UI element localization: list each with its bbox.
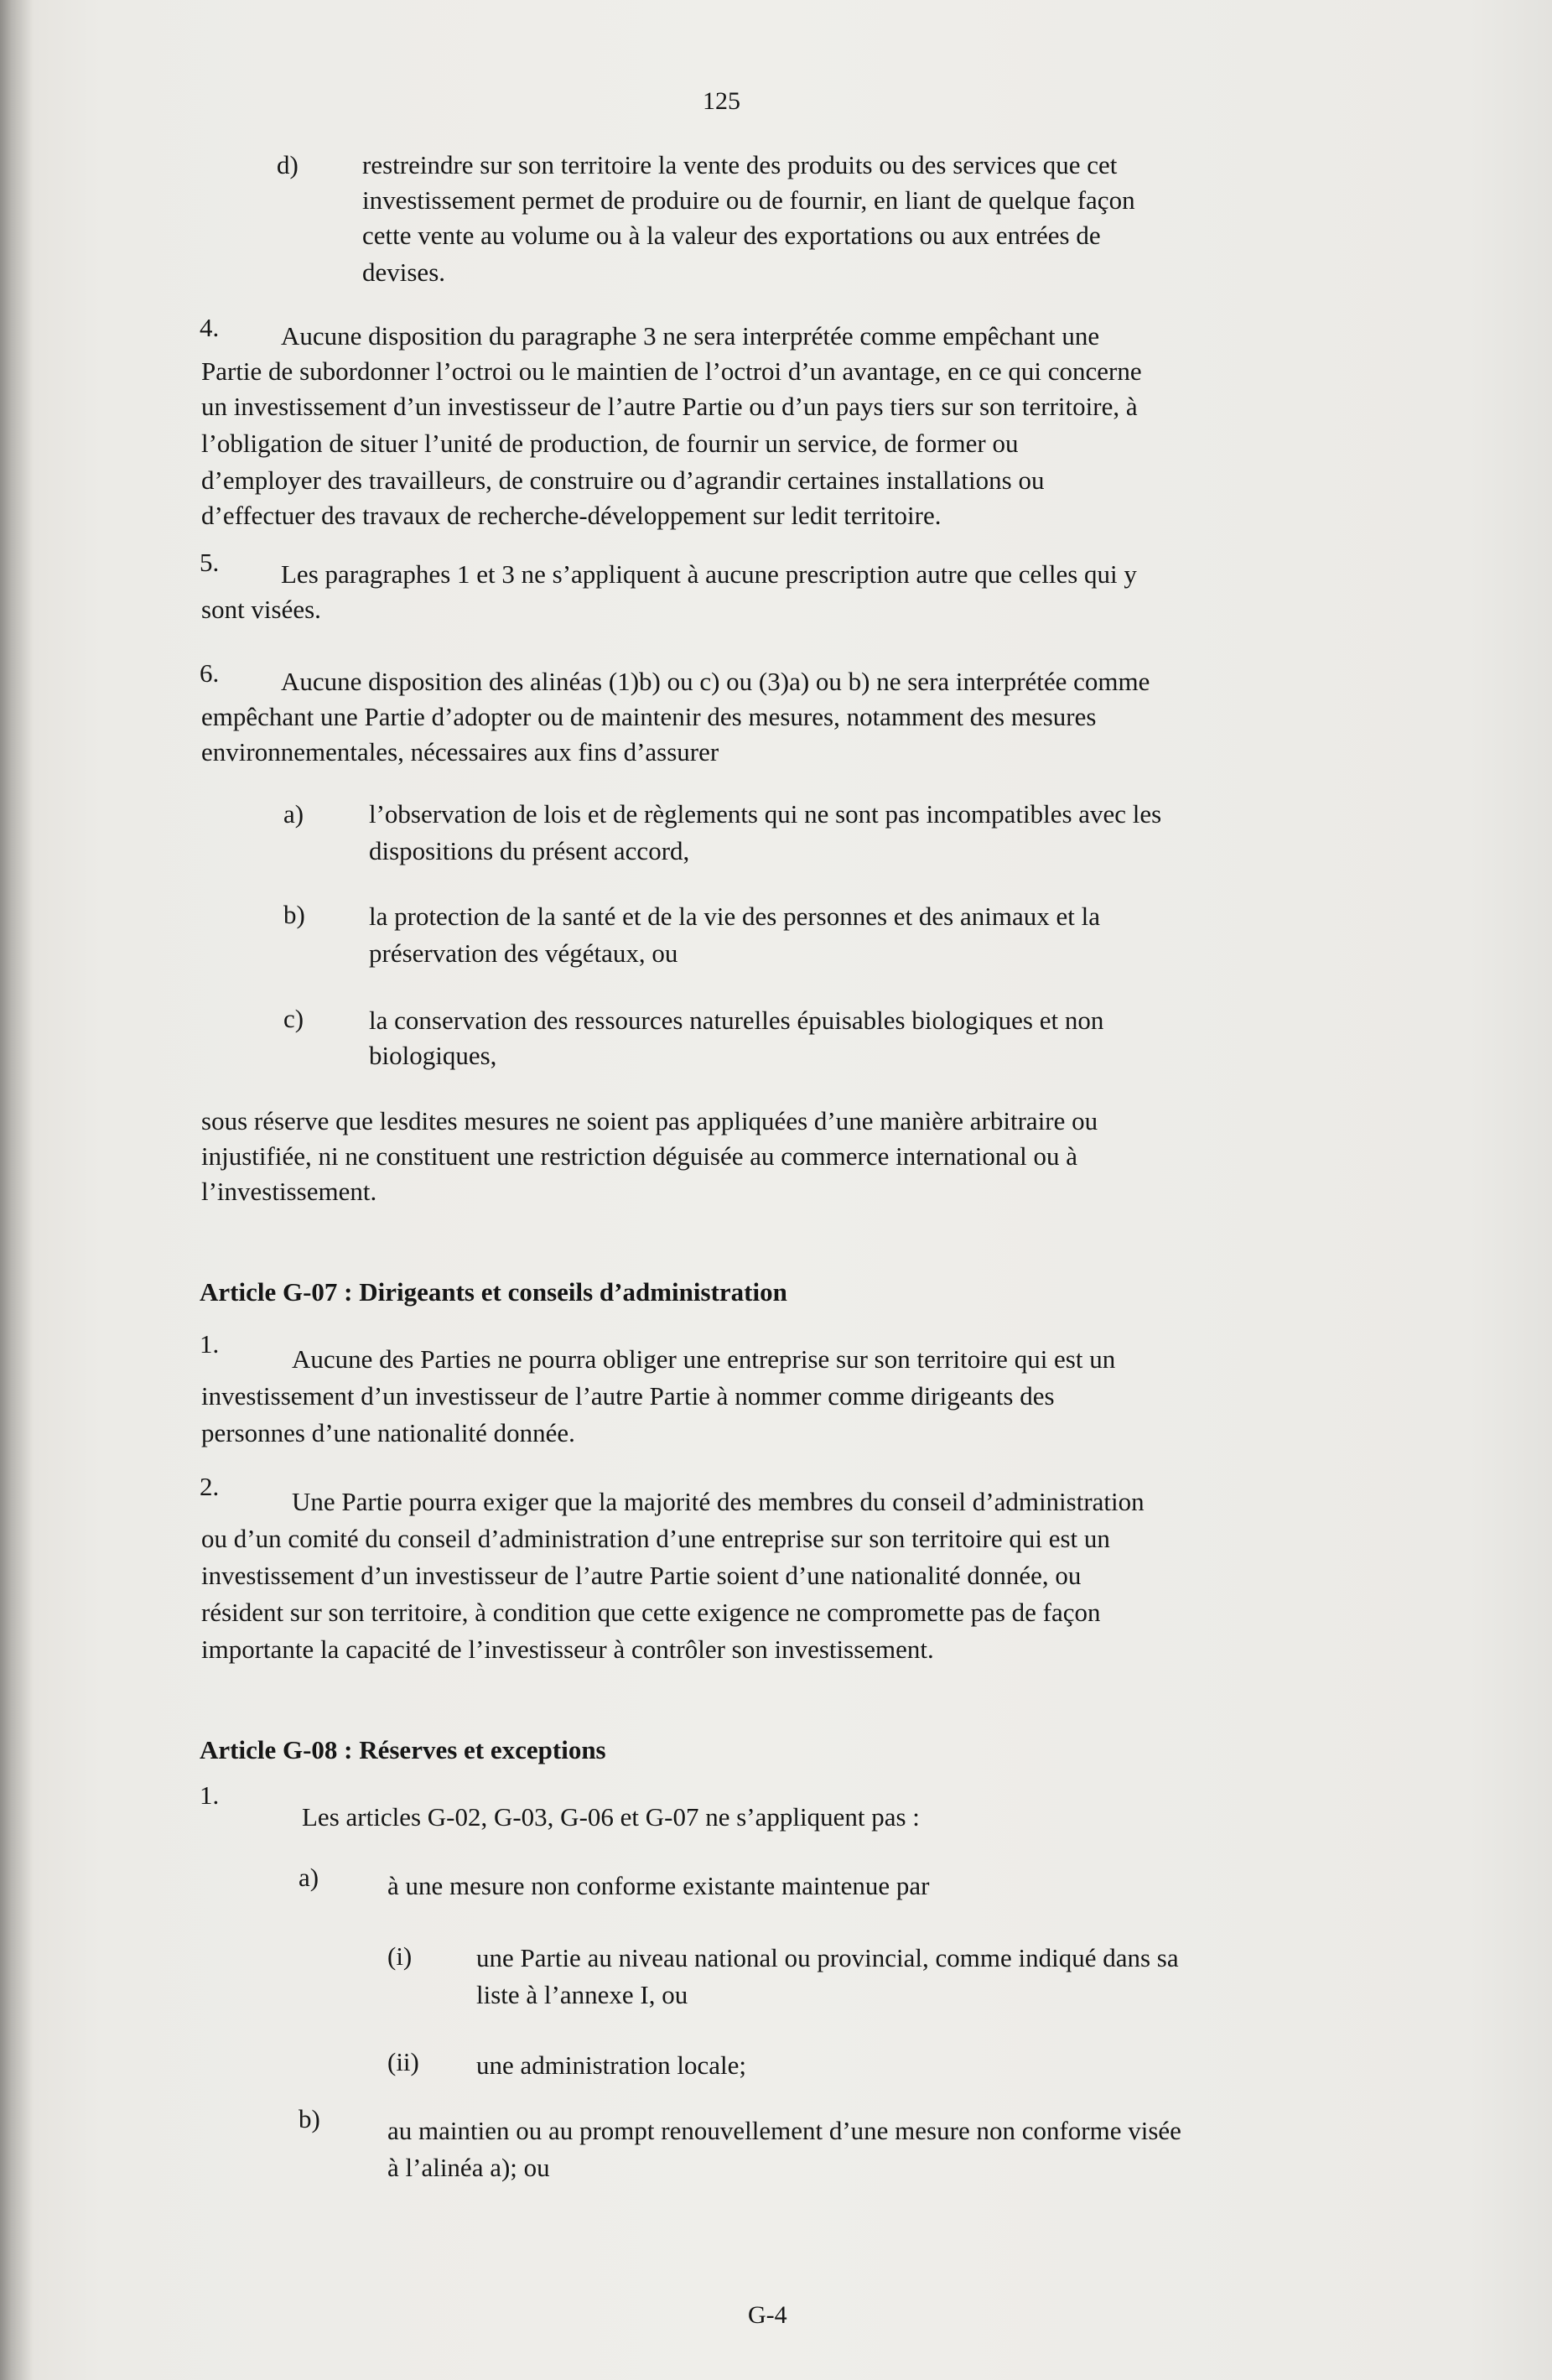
art8-item-b-marker: b) [298,2104,320,2133]
item-d-line: devises. [362,257,446,287]
article-g07-heading: Article G-07 : Dirigeants et conseils d’administration [200,1277,787,1307]
page-number: 125 [703,87,740,115]
para-5-number: 5. [200,548,220,577]
art7-para-1-number: 1. [200,1329,220,1359]
para-6-tail-line: sous réserve que lesdites mesures ne soient pas appliquées d’une manière arbitraire ou [201,1106,1098,1135]
art7-para-2-number: 2. [200,1472,220,1501]
para-4-line: un investissement d’un investisseur de l’autre Partie ou d’un pays tiers sur son territoire, à [201,392,1138,421]
para-6-tail-line: injustifiée, ni ne constituent une restriction déguisée au commerce international ou à [201,1141,1078,1171]
para-6-item-a-marker: a) [283,799,304,829]
para-4-line: d’effectuer des travaux de recherche-développement sur ledit territoire. [201,501,942,530]
art7-para-2-line: ou d’un comité du conseil d’administration d’une entreprise sur son territoire qui est un [201,1524,1110,1553]
art8-para-1-number: 1. [200,1780,220,1810]
art7-para-1-line: investissement d’un investisseur de l’autre Partie à nommer comme dirigeants des [201,1381,1055,1411]
para-6-item-b-line: la protection de la santé et de la vie des personnes et des animaux et la [369,902,1100,931]
para-6-item-a-line: dispositions du présent accord, [369,836,690,865]
art7-para-2-line: investissement d’un investisseur de l’autre Partie soient d’une nationalité donnée, ou [201,1561,1082,1590]
para-6-item-c-line: la conservation des ressources naturelles épuisables biologiques et non [369,1006,1104,1035]
para-6-tail-line: l’investissement. [201,1177,377,1206]
item-d-line: cette vente au volume ou à la valeur des exportations ou aux entrées de [362,221,1101,250]
art7-para-2-line: résident sur son territoire, à condition que cette exigence ne compromette pas de façon [201,1598,1101,1627]
article-g08-heading: Article G-08 : Réserves et exceptions [200,1735,606,1764]
para-4-line: l’obligation de situer l’unité de production, de fournir un service, de former ou [201,429,1019,458]
page-footer: G-4 [748,2301,787,2329]
art7-para-2-line: importante la capacité de l’investisseur à contrôler son investissement. [201,1634,934,1664]
para-6-item-b-line: préservation des végétaux, ou [369,938,678,968]
item-d-line: investissement permet de produire ou de fournir, en liant de quelque façon [362,185,1135,215]
art8-item-b-line: à l’alinéa a); ou [387,2153,550,2182]
para-6-item-c-marker: c) [283,1004,304,1033]
art8-item-a-text: à une mesure non conforme existante maintenue par [387,1871,930,1900]
art8-item-b-line: au maintien ou au prompt renouvellement d’une mesure non conforme visée [387,2116,1181,2145]
para-6-line: empêchant une Partie d’adopter ou de maintenir des mesures, notamment des mesures [201,702,1097,731]
para-6-line: environnementales, nécessaires aux fins d’assurer [201,737,719,766]
art7-para-1-line: personnes d’une nationalité donnée. [201,1418,575,1447]
art8-item-a-i-line: liste à l’annexe I, ou [476,1980,688,2009]
para-6-item-a-line: l’observation de lois et de règlements qui ne sont pas incompatibles avec les [369,799,1162,829]
art8-para-1-line: Les articles G-02, G-03, G-06 et G-07 ne s’appliquent pas : [302,1802,920,1832]
para-5-line: Les paragraphes 1 et 3 ne s’appliquent à aucune prescription autre que celles qui y [281,559,1137,589]
art8-item-a-i-marker: (i) [387,1941,413,1971]
art8-item-a-marker: a) [298,1863,319,1892]
item-d-marker: d) [277,150,298,179]
para-6-line: Aucune disposition des alinéas (1)b) ou c) ou (3)a) ou b) ne sera interprétée comme [281,667,1150,696]
para-4-number: 4. [200,313,220,342]
para-5-line: sont visées. [201,595,321,624]
para-4-line: Partie de subordonner l’octroi ou le maintien de l’octroi d’un avantage, en ce qui concerne [201,356,1142,386]
para-6-item-b-marker: b) [283,900,305,929]
art8-item-a-ii-text: une administration locale; [476,2050,746,2080]
art7-para-1-line: Aucune des Parties ne pourra obliger une entreprise sur son territoire qui est un [292,1344,1116,1374]
para-6-number: 6. [200,658,220,688]
art7-para-2-line: Une Partie pourra exiger que la majorité des membres du conseil d’administration [292,1487,1145,1516]
para-4-line: Aucune disposition du paragraphe 3 ne sera interprétée comme empêchant une [281,321,1100,351]
item-d-line: restreindre sur son territoire la vente des produits ou des services que cet [362,150,1118,179]
para-4-line: d’employer des travailleurs, de construire ou d’agrandir certaines installations ou [201,465,1045,495]
art8-item-a-i-line: une Partie au niveau national ou provincial, comme indiqué dans sa [476,1943,1179,1972]
para-6-item-c-line: biologiques, [369,1041,497,1070]
art8-item-a-ii-marker: (ii) [387,2047,419,2076]
